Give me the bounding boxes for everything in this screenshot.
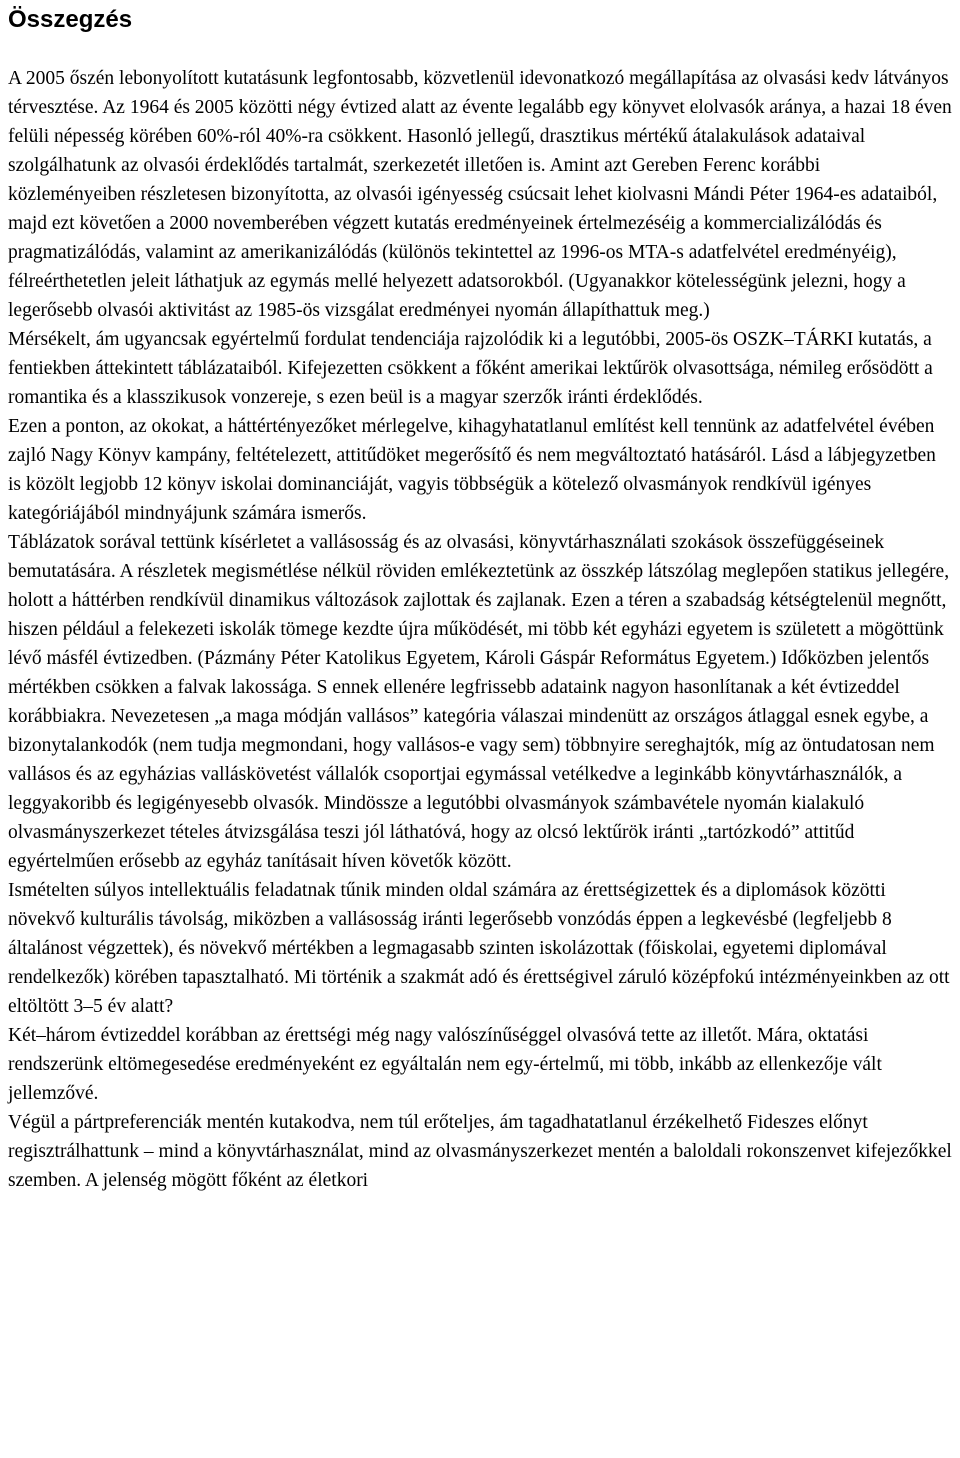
paragraph-2: Mérsékelt, ám ugyancsak egyértelmű fordulat tendenciája rajzolódik ki a legutóbbi, 2005-ös OSZK–TÁRKI kutatás, a fentiekben áttekintett táblázataiból. Kifejezetten csökkent a főként amerikai lektűrök olvasottsága, némileg erősödött a romantika és a klasszikusok vonzereje, s ezen beül is a magyar szerzők iránti érdeklődés. [8, 329, 933, 408]
paragraph-1: A 2005 őszén lebonyolított kutatásunk legfontosabb, közvetlenül idevonatkozó megállapítása az olvasási kedv látványos térvesztése. Az 1964 és 2005 közötti négy évtized alatt az évente legalább egy könyvet elolvasók aránya, a hazai 18 éven felüli népesség körében 60%-ról 40%-ra csökkent. Hasonló jellegű, drasztikus mértékű átalakulások adataival szolgálhatunk az olvasói érdeklődés tartalmát, szerkezetét illetően is. Amint azt Gereben Ferenc korábbi közleményeiben részletesen bizonyította, az olvasói igényesség csúcsait lehet kiolvasni Mándi Péter 1964-es adataiból, majd ezt követően a 2000 novemberében végzett kutatás eredményeinek értelmezéséig a kommercializálódás és pragmatizálódás, valamint az amerikanizálódás (különös tekintettel az 1996-os MTA-s adatfelvétel eredményéig), félreérthetetlen jeleit láthatjuk az egymás mellé helyezett adatsorokból. (Ugyanakkor kötelességünk jelezni, hogy a legerősebb olvasói aktivitást az 1985-ös vizsgálat eredményei nyomán állapíthattuk meg.) [8, 68, 952, 321]
paragraph-6: Két–három évtizeddel korábban az érettségi még nagy valószínűséggel olvasóvá tette az illetőt. Mára, oktatási rendszerünk eltömegesedése eredményeként ez egyáltalán nem egy-értelmű, mi több, inkább az ellenkezője vált jellemzővé. [8, 1025, 882, 1104]
paragraph-5: Ismételten súlyos intellektuális feladatnak tűnik minden oldal számára az érettségizettek és a diplomások közötti növekvő kulturális távolság, miközben a vallásosság iránti legerősebb vonzódás éppen a legkevésbé (legfeljebb 8 általánost végzettek), és növekvő mértékben a legmagasabb szinten iskolázottak (főiskolai, egyetemi diplomával rendelkezők) körében tapasztalható. Mi történik a szakmát adó és érettségivel záruló középfokú intézményeinkben az ott eltöltött 3–5 év alatt? [8, 880, 950, 1017]
paragraph-7: Végül a pártpreferenciák mentén kutakodva, nem túl erőteljes, ám tagadhatatlanul érzékelhető Fideszes előnyt regisztrálhattunk – mind a könyvtárhasználat, mind az olvasmányszerkezet mentén a baloldali rokonszenvet kifejezőkkel szemben. A jelenség mögött főként az életkori [8, 1112, 952, 1191]
paragraph-3: Ezen a ponton, az okokat, a háttértényezőket mérlegelve, kihagyhatatlanul említést kell tennünk az adatfelvétel évében zajló Nagy Könyv kampány, feltételezett, attitűdöket megerősítő és nem megváltoztató hatásáról. Lásd a lábjegyzetben is közölt legjobb 12 könyv iskolai dominanciáját, vagyis többségük a kötelező olvasmányok rendkívül igényes kategóriájából mindnyájunk számára ismerős. [8, 416, 936, 524]
body-text [8, 64, 952, 1195]
document-page [8, 0, 952, 1195]
section-heading: Összegzés [8, 6, 133, 33]
paragraph-4: Táblázatok sorával tettünk kísérletet a vallásosság és az olvasási, könyvtárhasználati szokások összefüggéseinek bemutatására. A részletek megismétlése nélkül röviden emlékeztetünk az összkép látszólag meglepően statikus jellegére, holott a háttérben rendkívül dinamikus változások zajlottak és zajlanak. Ezen a téren a szabadság kétségtelenül megnőtt, hiszen például a felekezeti iskolák tömege kezdte újra működését, mi több két egyházi egyetem is született a mögöttünk lévő másfél évtizedben. (Pázmány Péter Katolikus Egyetem, Károli Gáspár Református Egyetem.) Időközben jelentős mértékben csökken a falvak lakossága. S ennek ellenére legfrissebb adataink nagyon hasonlítanak a két évtizeddel korábbiakra. Nevezetesen „a maga módján vallásos” kategória válaszai mindenütt az országos átlaggal esnek egybe, a bizonytalankodók (nem tudja megmondani, hogy vallásos-e vagy sem) többnyire sereghajtók, míg az öntudatosan nem vallásos és az egyházias valláskövetést vállalók csoportjai egymással vetélkedve a leginkább könyvtárhasználók, a leggyakoribb és legigényesebb olvasók. Mindössze a legutóbbi olvasmányok számbavétele nyomán kialakuló olvasmányszerkezet tételes átvizsgálása teszi jól láthatóvá, hogy az olcsó lektűrök iránti „tartózkodó” attitűd egyértelműen erősebb az egyház tanításait híven követők között. [8, 532, 950, 872]
